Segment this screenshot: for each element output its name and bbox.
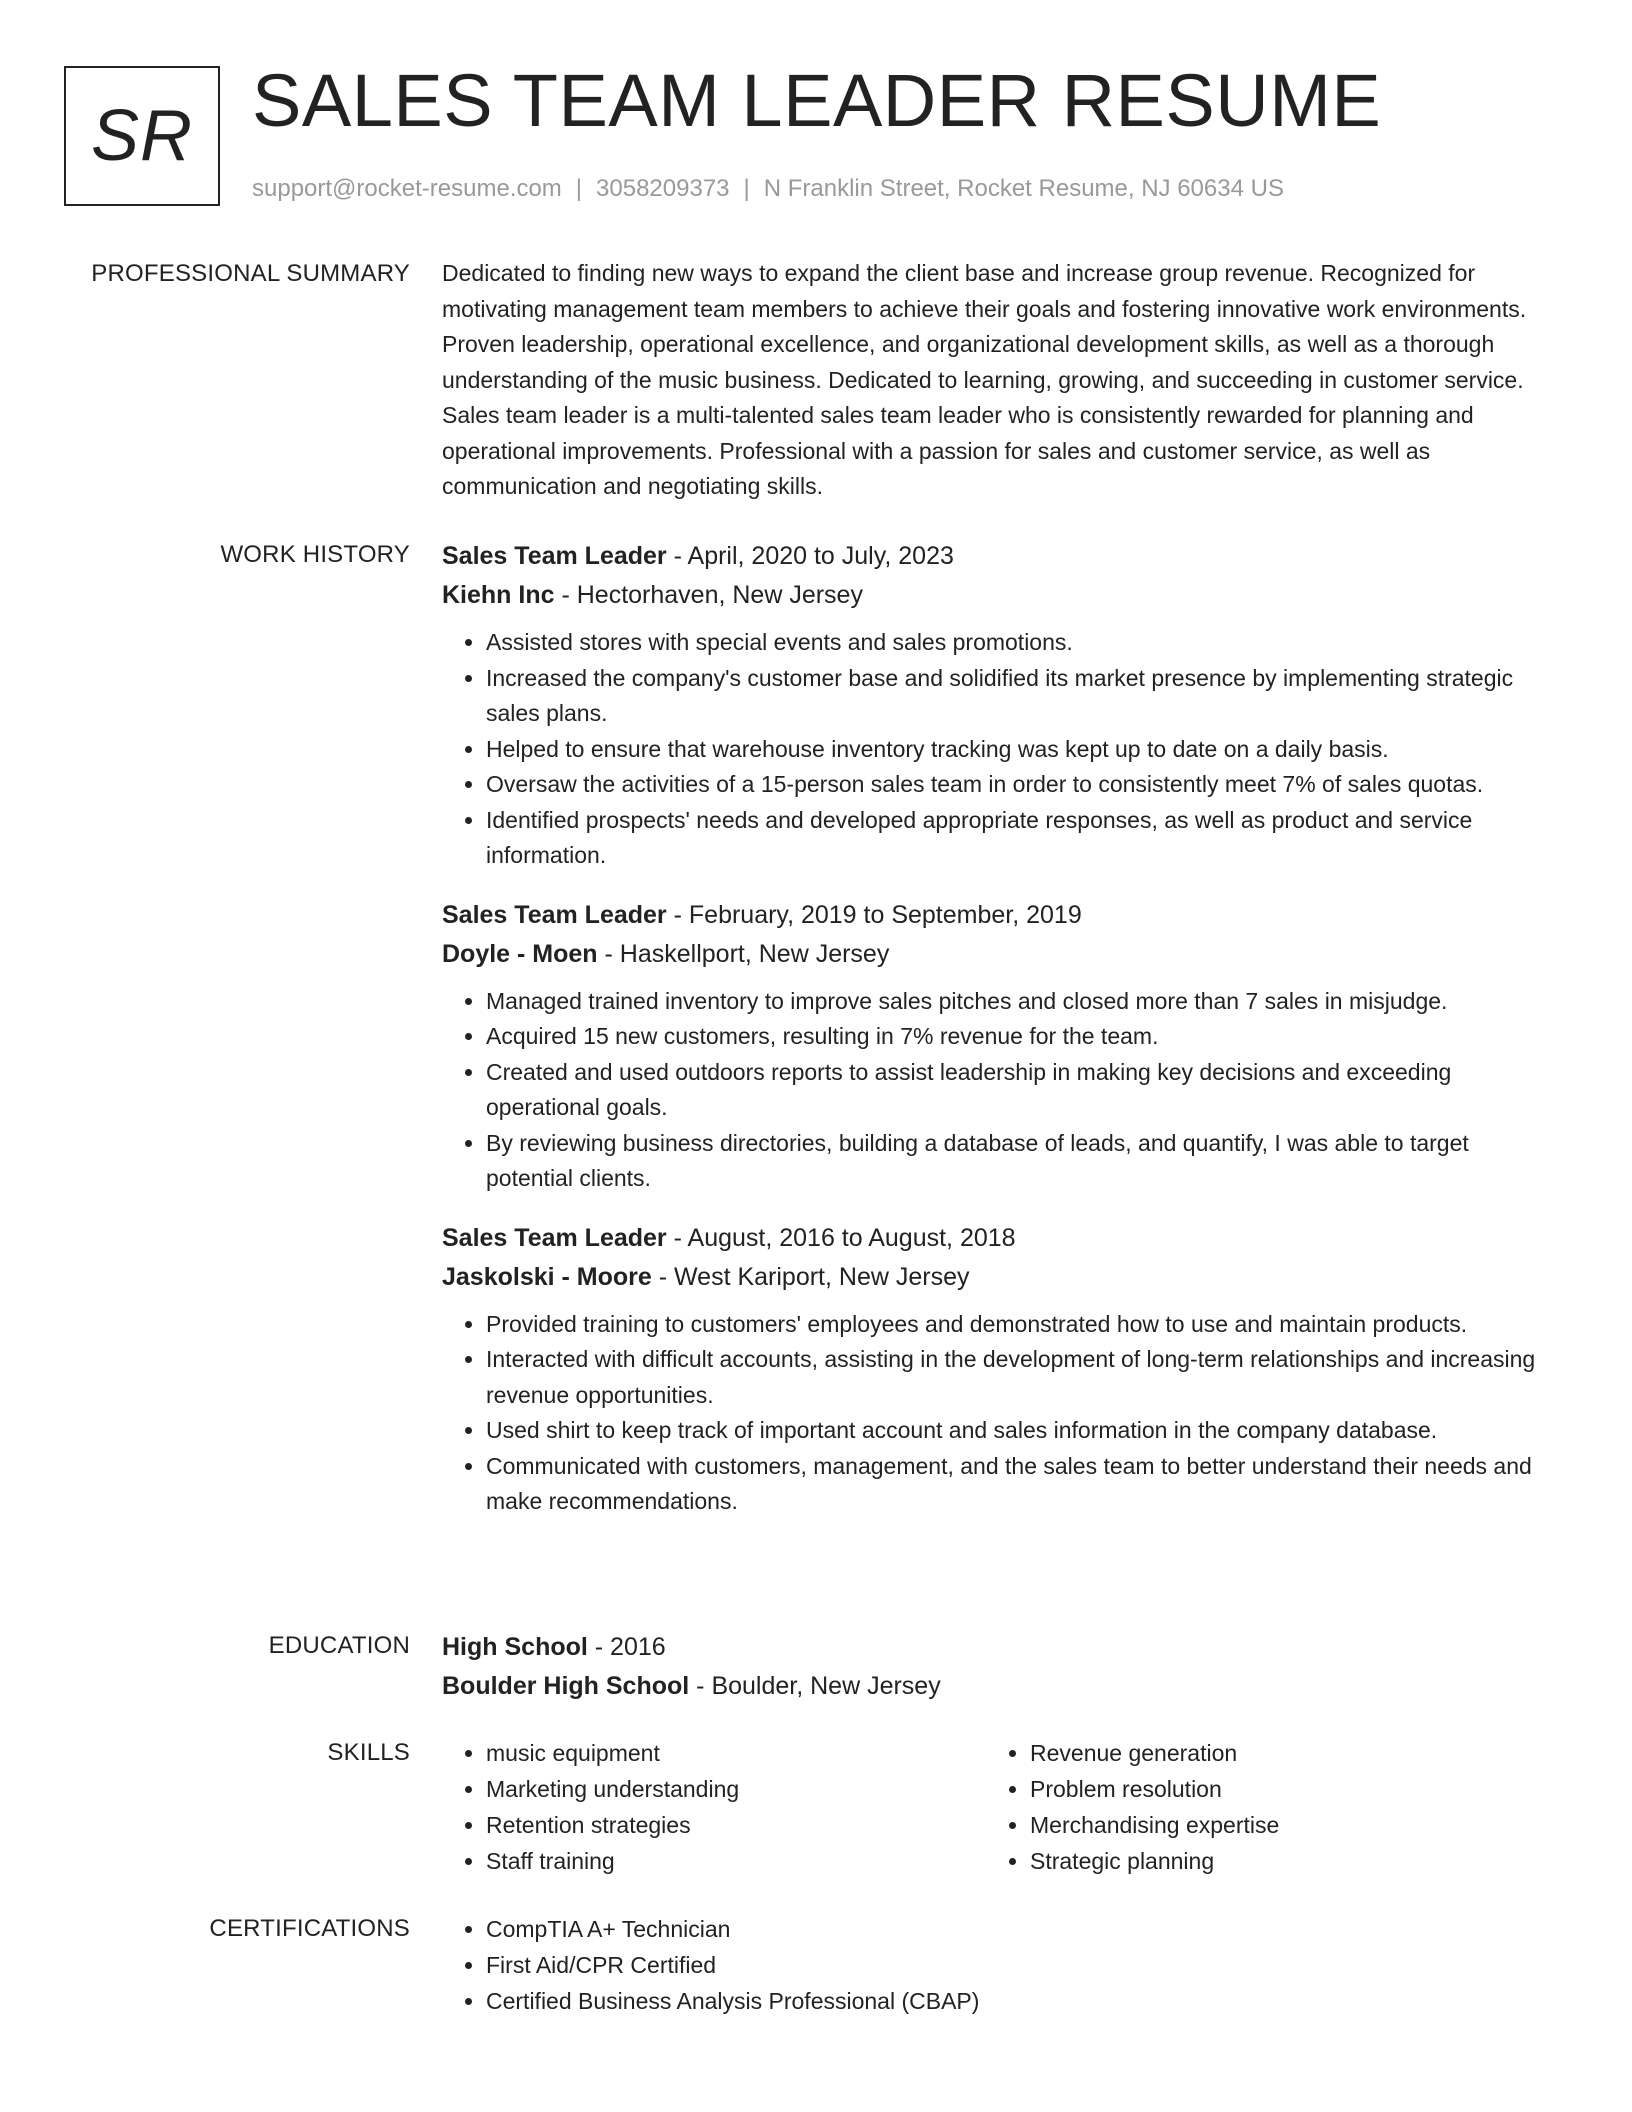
job-bullets bbox=[442, 984, 1542, 1197]
job-bullets bbox=[442, 625, 1542, 874]
certifications-list bbox=[442, 1911, 1542, 2019]
list-item: • Interacted with difficult accounts, assisting in the development of long-term relationships and increasing revenue opportunities. bbox=[486, 1342, 1542, 1413]
job-entry bbox=[442, 896, 1542, 1197]
education-degree: High School bbox=[442, 1633, 588, 1661]
job-dates: August, 2016 to August, 2018 bbox=[687, 1223, 1016, 1252]
job-location: Haskellport, New Jersey bbox=[619, 939, 890, 968]
list-item: • Provided training to customers' employees and demonstrated how to use and maintain products. bbox=[486, 1307, 1542, 1343]
section-label-education: EDUCATION bbox=[268, 1632, 410, 1659]
job-location: West Kariport, New Jersey bbox=[674, 1262, 970, 1291]
list-item: • Created and used outdoors reports to assist leadership in making key decisions and exceeding operational goals. bbox=[486, 1055, 1542, 1126]
job-company: Kiehn Inc bbox=[442, 581, 555, 609]
job-title: Sales Team Leader bbox=[442, 900, 667, 929]
skills-body bbox=[442, 1735, 1542, 1879]
summary-text: Dedicated to finding new ways to expand the client base and increase group revenue. Recognized for motivating management team members to achieve their goals and fostering innovative work environments. Proven leadership, operational excellence, and organizational development skills, as well as a thorough understanding of the music business. Dedicated to learning, growing, and succeeding in customer service. Sales team leader is a multi-talented sales team leader who is consistently rewarded for planning and operational improvements. Professional with a passion for sales and customer service, as well as communication and negotiating skills. bbox=[442, 260, 1527, 499]
job-title: Sales Team Leader bbox=[442, 542, 667, 570]
work-history-body bbox=[442, 537, 1542, 1520]
job-company: Jaskolski - Moore bbox=[442, 1262, 652, 1291]
job-bullets bbox=[442, 1307, 1542, 1520]
job-location: Hectorhaven, New Jersey bbox=[576, 581, 863, 609]
job-title: Sales Team Leader bbox=[442, 1223, 667, 1252]
list-item: • Helped to ensure that warehouse inventory tracking was kept up to date on a daily basis. bbox=[486, 732, 1542, 768]
list-item: • Increased the company's customer base and solidified its market presence by implementing strategic sales plans. bbox=[486, 661, 1542, 732]
list-item: • Assisted stores with special events and sales promotions. bbox=[486, 625, 1542, 661]
education-degree-line: High School - 2016 bbox=[442, 1633, 666, 1661]
skill-item: • Retention strategies bbox=[486, 1807, 986, 1843]
list-item: • Communicated with customers, management, and the sales team to better understand their needs and make recommendations. bbox=[486, 1449, 1542, 1520]
list-item: • Used shirt to keep track of important account and sales information in the company database. bbox=[486, 1413, 1542, 1449]
skill-item: • Problem resolution bbox=[1030, 1771, 1530, 1807]
certification-item: • Certified Business Analysis Professional (CBAP) bbox=[486, 1983, 1542, 2019]
contact-email: support@rocket-resume.com bbox=[252, 175, 562, 202]
skill-item: • Merchandising expertise bbox=[1030, 1807, 1530, 1843]
education-school: Boulder High School bbox=[442, 1672, 690, 1700]
skill-item: • Revenue generation bbox=[1030, 1735, 1530, 1771]
section-label-summary: PROFESSIONAL SUMMARY bbox=[91, 260, 410, 287]
skill-item: • music equipment bbox=[486, 1735, 986, 1771]
section-label-skills: SKILLS bbox=[327, 1739, 410, 1766]
job-company: Doyle - Moen bbox=[442, 939, 598, 968]
contact-separator: | bbox=[575, 175, 583, 202]
education-school-line: Boulder High School - Boulder, New Jersey bbox=[442, 1672, 941, 1700]
contact-address: N Franklin Street, Rocket Resume, NJ 60634 US bbox=[763, 175, 1284, 202]
contact-phone: 3058209373 bbox=[596, 175, 730, 202]
job-title-line: Sales Team Leader - February, 2019 to September, 2019 bbox=[442, 900, 1082, 929]
skills-list-right bbox=[986, 1735, 1530, 1879]
skill-item: • Staff training bbox=[486, 1843, 986, 1879]
certification-item: • First Aid/CPR Certified bbox=[486, 1947, 1542, 1983]
initials-logo bbox=[64, 66, 220, 206]
certification-item: • CompTIA A+ Technician bbox=[486, 1911, 1542, 1947]
contact-line bbox=[252, 174, 1284, 204]
list-item: • Managed trained inventory to improve sales pitches and closed more than 7 sales in misjudge. bbox=[486, 984, 1542, 1020]
education-year: 2016 bbox=[610, 1633, 666, 1661]
job-title-line: Sales Team Leader - April, 2020 to July, 2023 bbox=[442, 542, 954, 570]
job-title-line: Sales Team Leader - August, 2016 to August, 2018 bbox=[442, 1223, 1016, 1252]
list-item: • Oversaw the activities of a 15-person sales team in order to consistently meet 7% of sales quotas. bbox=[486, 767, 1542, 803]
job-dates: April, 2020 to July, 2023 bbox=[687, 542, 954, 570]
job-entry bbox=[442, 537, 1542, 874]
section-label-certifications: CERTIFICATIONS bbox=[209, 1915, 410, 1942]
education-location: Boulder, New Jersey bbox=[711, 1672, 941, 1700]
skills-list-left bbox=[442, 1735, 986, 1879]
skill-item: • Marketing understanding bbox=[486, 1771, 986, 1807]
list-item: • Identified prospects' needs and developed appropriate responses, as well as product and service information. bbox=[486, 803, 1542, 874]
section-label-work-history: WORK HISTORY bbox=[220, 541, 410, 568]
education-body bbox=[442, 1628, 1542, 1706]
initials-text: SR bbox=[90, 96, 194, 176]
job-company-line: Doyle - Moen - Haskellport, New Jersey bbox=[442, 939, 890, 968]
job-company-line: Kiehn Inc - Hectorhaven, New Jersey bbox=[442, 581, 863, 609]
skill-item: • Strategic planning bbox=[1030, 1843, 1530, 1879]
summary-body bbox=[442, 256, 1542, 505]
list-item: • Acquired 15 new customers, resulting in 7% revenue for the team. bbox=[486, 1019, 1542, 1055]
list-item: • By reviewing business directories, building a database of leads, and quantify, I was able to target potential clients. bbox=[486, 1126, 1542, 1197]
job-company-line: Jaskolski - Moore - West Kariport, New Jersey bbox=[442, 1262, 970, 1291]
resume-title: SALES TEAM LEADER RESUME bbox=[252, 59, 1382, 142]
contact-separator: | bbox=[743, 175, 750, 202]
job-dates: February, 2019 to September, 2019 bbox=[688, 900, 1082, 929]
job-entry bbox=[442, 1219, 1542, 1520]
certifications-body bbox=[442, 1911, 1542, 2019]
